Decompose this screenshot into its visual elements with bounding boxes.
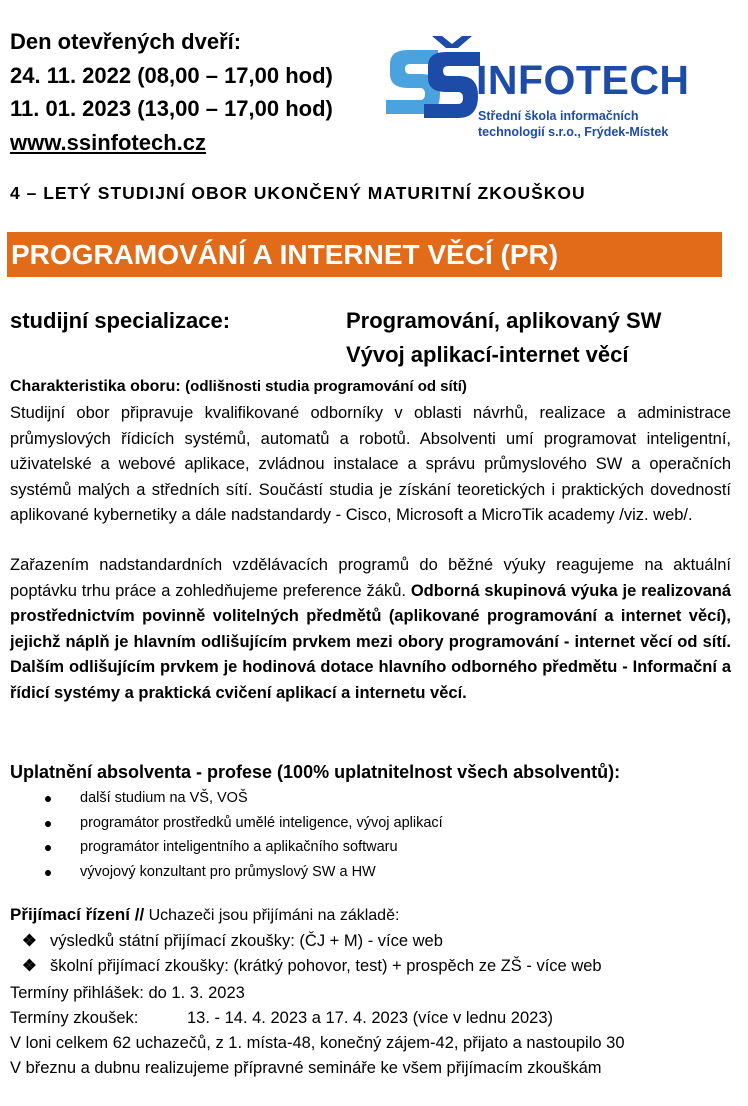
list-item-text: další studium na VŠ, VOŠ <box>80 790 248 806</box>
admission-heading <box>10 903 399 928</box>
admission-heading-bold: Přijímací řízení // <box>10 905 145 924</box>
list-item-text: programátor inteligentního a aplikačního softwaru <box>80 839 398 855</box>
application-deadline: Termíny přihlášek: do 1. 3. 2023 <box>10 984 245 1002</box>
list-item <box>40 786 443 811</box>
admission-heading-rest: Uchazeči jsou přijímáni na základě: <box>148 907 400 924</box>
open-day-date-2: 11. 01. 2023 (13,00 – 17,00 hod) <box>10 96 333 121</box>
admission-criterion <box>22 954 602 979</box>
characteristics-p2-normal: Zařazením nadstandardních vzdělávacích programů do běžné výuky reagujeme na aktuální poptávku trhu práce a zohledňujeme preference žáků. <box>10 556 731 600</box>
characteristics-heading-note: (odlišnosti studia programování od sítí) <box>185 378 467 395</box>
characteristics-heading <box>10 376 467 398</box>
specialization-item: Vývoj aplikací-internet věcí <box>346 342 629 367</box>
bullet-icon <box>45 870 51 876</box>
careers-heading: Uplatnění absolventa - profese (100% uplatnitelnost všech absolventů): <box>10 762 621 782</box>
admission-criterion <box>22 929 443 954</box>
diamond-bullet-icon: ❖ <box>22 932 37 950</box>
bullet-icon <box>45 845 51 851</box>
logo-name: INFOTECH <box>476 57 690 103</box>
open-day-date-1: 24. 11. 2022 (08,00 – 17,00 hod) <box>10 63 333 88</box>
specialization-item: Programování, aplikovaný SW <box>346 308 662 333</box>
exam-dates-value: 13. - 14. 4. 2023 a 17. 4. 2023 (více v lednu 2023) <box>187 1009 554 1027</box>
exam-dates-label: Termíny zkoušek: <box>10 1009 139 1027</box>
logo-subtitle <box>478 108 668 140</box>
specialization-label: studijní specializace: <box>10 308 231 333</box>
careers-list <box>40 786 443 884</box>
program-subtitle: 4 – LETÝ STUDIJNÍ OBOR UKONČENÝ MATURITNÍ ZKOUŠKOU <box>10 183 586 203</box>
characteristics-heading-text: Charakteristika oboru: <box>10 378 181 395</box>
characteristics-p2-bold: Odborná skupinová výuka je realizovaná prostřednictvím povinně volitelných předmětů (aplikované programování a internet věcí), jejichž náplň je hlavním odlišujícím prvkem mezi obory programování - internet věcí od sítí. Dalším odlišujícím prvkem je hodinová dotace hlavního odborného předmětu - Informační a řídicí systémy a praktická cvičení aplikací a internetu věcí. <box>10 581 731 702</box>
list-item <box>40 835 443 860</box>
characteristics-paragraph-1: Studijní obor připravuje kvalifikované odborníky v oblasti návrhů, realizace a administrace průmyslových řídicích systémů, automatů a robotů. Absolventi umí programovat inteligentní, uživatelské a webové aplikace, zvládnou instalace a správu průmyslového SW a operačních systémů malých a středních sítí. Součástí studia je získání teoretických i praktických dovedností aplikované kybernetiky a dále nadstandardy - Cisco, Microsoft a MicroTik academy /viz. web/. <box>10 404 731 524</box>
admission-criterion-text: školní přijímací zkoušky: (krátký pohovor, test) + prospěch ze ZŠ - více web <box>50 957 602 975</box>
logo-subtitle-line-2: technologií s.r.o., Frýdek-Místek <box>478 125 669 139</box>
bullet-icon <box>45 821 51 827</box>
list-item-text: vývojový konzultant pro průmyslový SW a HW <box>80 863 376 880</box>
characteristics-paragraph-2 <box>10 553 731 706</box>
list-item <box>40 811 443 836</box>
logo-subtitle-line-1: Střední škola informačních <box>478 109 639 123</box>
prep-seminars: V březnu a dubnu realizujeme přípravné semináře ke všem přijímacím zkouškám <box>10 1059 602 1077</box>
diamond-bullet-icon: ❖ <box>22 957 37 975</box>
admission-criterion-text: výsledků státní přijímací zkoušky: (ČJ + M) - více web <box>50 932 443 950</box>
bullet-icon <box>45 796 51 802</box>
list-item <box>40 860 443 885</box>
list-item-text: programátor prostředků umělé inteligence, vývoj aplikací <box>80 814 443 831</box>
website-link[interactable]: www.ssinfotech.cz <box>10 130 207 155</box>
program-banner: PROGRAMOVÁNÍ A INTERNET VĚCÍ (PR) <box>7 232 722 277</box>
open-day-title: Den otevřených dveří: <box>10 29 242 54</box>
admission-stats: V loni celkem 62 uchazečů, z 1. místa-48, konečný zájem-42, přijato a nastoupilo 30 <box>10 1034 625 1052</box>
